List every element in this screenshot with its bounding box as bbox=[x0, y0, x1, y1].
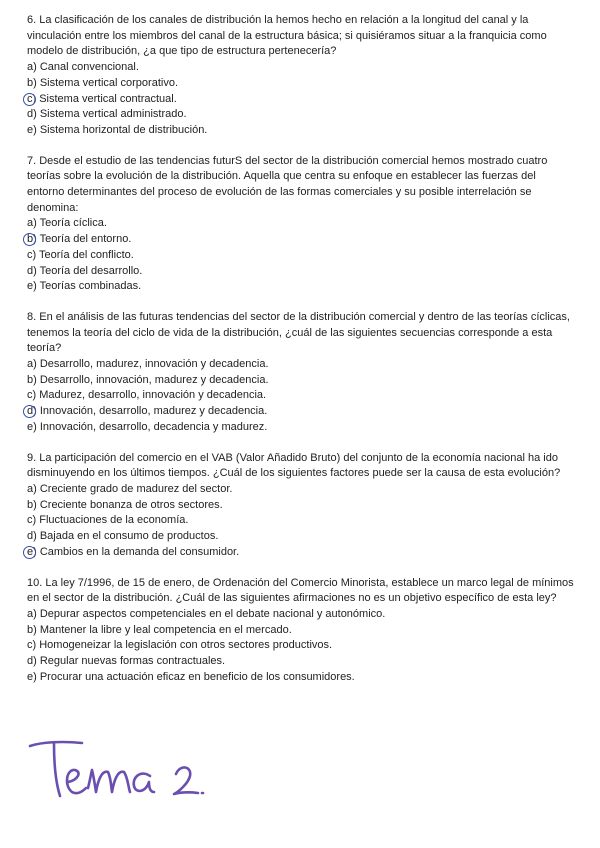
option-list bbox=[27, 216, 575, 295]
answer-option: d) Teoría del desarrollo. bbox=[27, 264, 143, 277]
answer-option: c) Teoría del conflicto. bbox=[27, 248, 134, 261]
handwritten-heading-drawing bbox=[20, 730, 260, 810]
question-7 bbox=[27, 154, 575, 295]
answer-option: b) Desarrollo, innovación, madurez y decadencia. bbox=[27, 373, 269, 386]
answer-option: c) Homogeneizar la legislación con otros sectores productivos. bbox=[27, 639, 333, 652]
answer-option: a) Canal convencional. bbox=[27, 61, 139, 74]
option-list bbox=[27, 607, 575, 686]
question-text: 9. La participación del comercio en el VAB (Valor Añadido Bruto) del conjunto de la economía nacional ha ido disminuyendo en los últimos tiempos. ¿Cuál de los siguientes factores puede ser la causa de esta evolución? bbox=[27, 451, 561, 480]
answer-option-selected: c) Sistema vertical contractual. bbox=[27, 92, 575, 108]
question-text: 6. La clasificación de los canales de distribución la hemos hecho en relación a la longitud del canal y la vinculación entre los miembros del canal de la estructura básica; si quisiéramos situar a la franquicia como modelo de distribución, ¿a que tipo de estructura pertenecería? bbox=[27, 14, 547, 58]
option-list bbox=[27, 482, 575, 561]
question-9 bbox=[27, 451, 575, 561]
answer-option-selected: b) Teoría del entorno. bbox=[27, 232, 575, 248]
answer-option: e) Sistema horizontal de distribución. bbox=[27, 123, 208, 136]
answer-option: b) Sistema vertical corporativo. bbox=[27, 76, 178, 89]
question-list bbox=[27, 13, 575, 700]
answer-option-selected: e) Cambios en la demanda del consumidor. bbox=[27, 545, 575, 561]
option-list bbox=[27, 357, 575, 436]
question-text: 8. En el análisis de las futuras tendencias del sector de la distribución comercial y dentro de las teorías cíclicas, tenemos la teoría del ciclo de vida de la distribución, ¿cuál de las siguientes secuencias corresponde a esta teoría? bbox=[27, 310, 570, 355]
answer-option: b) Mantener la libre y leal competencia en el mercado. bbox=[27, 623, 292, 636]
answer-option: e) Procurar una actuación eficaz en beneficio de los consumidores. bbox=[27, 670, 355, 683]
answer-option: c) Fluctuaciones de la economía. bbox=[27, 514, 189, 527]
option-list bbox=[27, 60, 575, 139]
answer-option: a) Teoría cíclica. bbox=[27, 217, 107, 230]
answer-option: a) Depurar aspectos competenciales en el debate nacional y autonómico. bbox=[27, 607, 386, 620]
answer-option: a) Desarrollo, madurez, innovación y decadencia. bbox=[27, 358, 269, 371]
answer-option: e) Innovación, desarrollo, decadencia y madurez. bbox=[27, 420, 268, 433]
answer-option: a) Creciente grado de madurez del sector. bbox=[27, 482, 233, 495]
answer-option: e) Teorías combinadas. bbox=[27, 280, 142, 293]
answer-option: d) Regular nuevas formas contractuales. bbox=[27, 655, 226, 668]
answer-option: d) Bajada en el consumo de productos. bbox=[27, 530, 219, 543]
question-6 bbox=[27, 13, 575, 139]
answer-option-selected: d) Innovación, desarrollo, madurez y decadencia. bbox=[27, 404, 575, 420]
answer-option: d) Sistema vertical administrado. bbox=[27, 108, 187, 121]
answer-option: b) Creciente bonanza de otros sectores. bbox=[27, 498, 223, 511]
answer-option: c) Madurez, desarrollo, innovación y decadencia. bbox=[27, 389, 267, 402]
question-text: 7. Desde el estudio de las tendencias futurS del sector de la distribución comercial hemos mostrado cuatro teorías sobre la evolución de la distribución. Aquella que centra su enfoque en establecer las fuerzas del entorno determinantes del proceso de evolución de las formas comerciales y su posible interrelación se denomina: bbox=[27, 154, 548, 214]
question-10 bbox=[27, 576, 575, 686]
question-text: 10. La ley 7/1996, de 15 de enero, de Ordenación del Comercio Minorista, establece un marco legal de mínimos en el sector de la distribución. ¿Cuál de las siguientes afirmaciones no es un objetivo específico de esta ley? bbox=[27, 576, 574, 605]
handwritten-heading bbox=[20, 730, 260, 810]
question-8 bbox=[27, 310, 575, 436]
